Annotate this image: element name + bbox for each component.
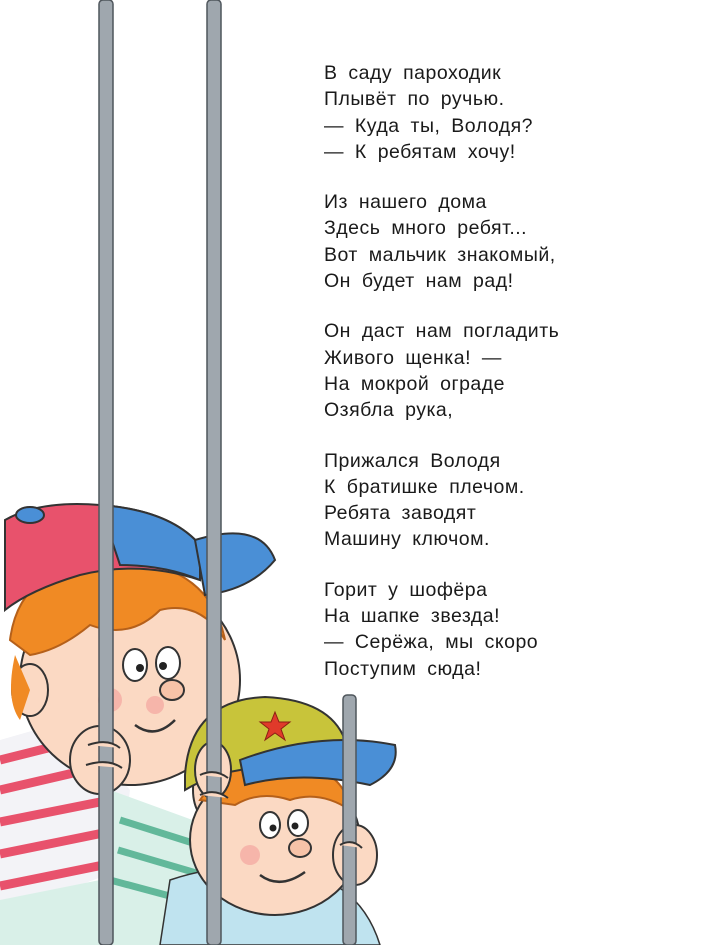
poem-line: Из нашего дома [324, 191, 487, 214]
poem-stanza-3 [324, 318, 704, 423]
poem [324, 60, 704, 706]
poem-line: Живого щенка! — [324, 346, 502, 369]
poem-line: Вот мальчик знакомый, [324, 243, 556, 266]
poem-line: Прижался Володя [324, 449, 501, 472]
poem-stanza-4 [324, 448, 704, 553]
poem-line: Поступим сюда! [324, 657, 482, 680]
poem-line: — К ребятам хочу! [324, 140, 516, 163]
poem-line: Машину ключом. [324, 528, 490, 551]
poem-line: На шапке звезда! [324, 605, 501, 628]
poem-line: На мокрой ограде [324, 372, 505, 395]
poem-line: Горит у шофёра [324, 578, 488, 601]
poem-line: — Серёжа, мы скоро [324, 631, 539, 654]
poem-line: — Куда ты, Володя? [324, 114, 534, 137]
poem-line: В саду пароходик [324, 62, 502, 84]
poem-stanza-1 [324, 60, 704, 165]
poem-line: Ребята заводят [324, 502, 477, 525]
poem-stanza-5 [324, 577, 704, 682]
poem-line: Он будет нам рад! [324, 270, 514, 293]
poem-line: К братишке плечом. [324, 475, 525, 498]
poem-line: Он даст нам погладить [324, 320, 560, 343]
poem-line: Плывёт по ручью. [324, 88, 505, 111]
poem-stanza-2 [324, 189, 704, 294]
poem-line: Озябла рука, [324, 399, 454, 422]
poem-line: Здесь много ребят... [324, 217, 528, 240]
